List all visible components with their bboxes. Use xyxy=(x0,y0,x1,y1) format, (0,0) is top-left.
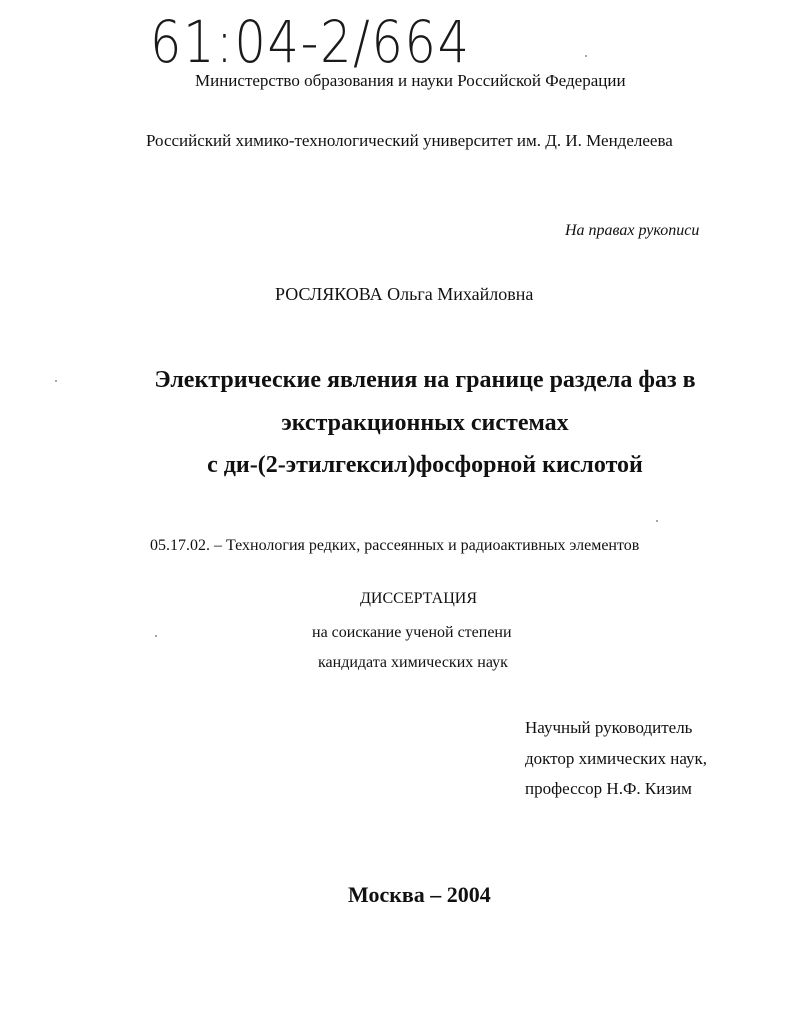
dissertation-degree-name: кандидата химических наук xyxy=(318,654,508,671)
scan-speck xyxy=(55,380,57,382)
supervisor-name: профессор Н.Ф. Кизим xyxy=(525,779,692,798)
handwritten-code: 61:04-2/664 xyxy=(150,8,471,76)
scan-speck xyxy=(155,635,157,637)
university-heading: Российский химико-технологический университет им. Д. И. Менделеева xyxy=(146,131,673,150)
supervisor-title: Научный руководитель xyxy=(525,718,693,737)
ministry-heading: Министерство образования и науки Российской Федерации xyxy=(195,71,626,90)
title-line-3: с ди-(2-этилгексил)фосфорной кислотой xyxy=(207,452,643,478)
dissertation-label: ДИССЕРТАЦИЯ xyxy=(360,590,477,607)
dissertation-degree-line: на соискание ученой степени xyxy=(312,624,512,641)
specialty-code: 05.17.02. – Технология редких, рассеянных и радиоактивных элементов xyxy=(150,537,640,554)
city-year: Москва – 2004 xyxy=(348,882,491,907)
supervisor-degree: доктор химических наук, xyxy=(525,749,708,768)
author-name: РОСЛЯКОВА Ольга Михайловна xyxy=(275,284,534,304)
scan-speck xyxy=(585,55,587,57)
scan-speck xyxy=(656,520,658,522)
title-line-2: экстракционных системах xyxy=(281,410,569,436)
title-line-1: Электрические явления на границе раздела фаз в xyxy=(154,367,696,393)
manuscript-note: На правах рукописи xyxy=(565,222,700,239)
